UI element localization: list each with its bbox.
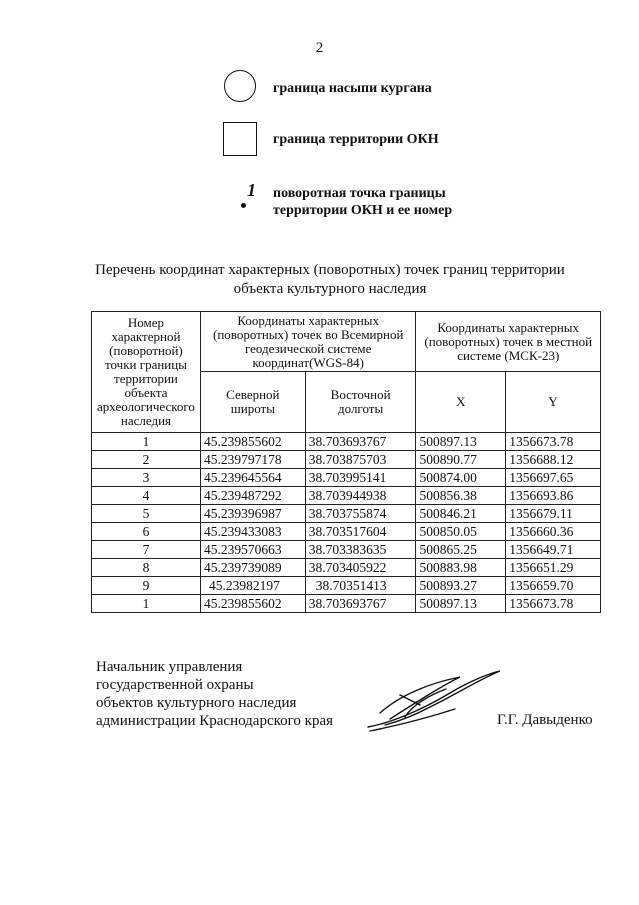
cell-y: 1356673.78 <box>506 595 601 613</box>
table-row <box>92 433 601 451</box>
group-msk-header: Координаты характерных (поворотных) точек в местной системе (МСК-23) <box>416 312 601 372</box>
cell-point: 3 <box>92 469 201 487</box>
coordinates-table <box>91 311 601 613</box>
cell-y: 1356673.78 <box>506 433 601 451</box>
cell-lon: 38.703944938 <box>305 487 416 505</box>
cell-lon: 38.703517604 <box>305 523 416 541</box>
cell-x: 500897.13 <box>416 433 506 451</box>
table-row <box>92 523 601 541</box>
cell-point: 4 <box>92 487 201 505</box>
cell-x: 500890.77 <box>416 451 506 469</box>
cell-y: 1356649.71 <box>506 541 601 559</box>
table-row <box>92 541 601 559</box>
page-number: 2 <box>315 40 324 56</box>
legend-label-point-line1: поворотная точка границы <box>273 186 446 201</box>
table-row <box>92 559 601 577</box>
cell-point: 5 <box>92 505 201 523</box>
col-point-header: Номер характерной (поворотной) точки границы территории объекта археологического наследия <box>92 312 201 433</box>
point-dot-icon <box>241 203 246 208</box>
legend-label-mound: граница насыпи кургана <box>273 81 432 96</box>
signatory-title <box>96 658 333 730</box>
cell-x: 500846.21 <box>416 505 506 523</box>
cell-point: 8 <box>92 559 201 577</box>
cell-x: 500850.05 <box>416 523 506 541</box>
cell-y: 1356679.11 <box>506 505 601 523</box>
square-icon <box>223 122 257 156</box>
cell-point: 2 <box>92 451 201 469</box>
cell-x: 500897.13 <box>416 595 506 613</box>
cell-lat: 45.239570663 <box>200 541 305 559</box>
sub-y-header: Y <box>506 372 601 433</box>
signatory-name: Г.Г. Давыденко <box>497 712 593 728</box>
cell-lat: 45.239739089 <box>200 559 305 577</box>
table-heading <box>60 261 600 299</box>
signatory-title-line3: объектов культурного наследия <box>96 695 297 711</box>
cell-lon: 38.703693767 <box>305 595 416 613</box>
sub-x-header: X <box>416 372 506 433</box>
cell-y: 1356688.12 <box>506 451 601 469</box>
marker-number: 1 <box>247 180 256 200</box>
cell-y: 1356697.65 <box>506 469 601 487</box>
cell-x: 500856.38 <box>416 487 506 505</box>
cell-lon: 38.703995141 <box>305 469 416 487</box>
cell-lon: 38.703755874 <box>305 505 416 523</box>
cell-y: 1356659.70 <box>506 577 601 595</box>
legend-label-point-line2: территории ОКН и ее номер <box>273 203 453 218</box>
cell-x: 500883.98 <box>416 559 506 577</box>
table-row <box>92 577 601 595</box>
table-row <box>92 451 601 469</box>
group-wgs-header: Координаты характерных (поворотных) точек во Всемирной геодезической системе координат(WGS-84) <box>200 312 416 372</box>
cell-lat: 45.239433083 <box>200 523 305 541</box>
sub-lon-header: Восточной долготы <box>305 372 416 433</box>
cell-lat: 45.239797178 <box>200 451 305 469</box>
table-heading-line1: Перечень координат характерных (поворотных) точек границ территории <box>95 262 565 278</box>
cell-y: 1356660.36 <box>506 523 601 541</box>
cell-lon: 38.703693767 <box>305 433 416 451</box>
table-row <box>92 487 601 505</box>
legend-label-territory: граница территории ОКН <box>273 132 439 147</box>
signatory-title-line4: администрации Краснодарского края <box>96 713 334 729</box>
handwritten-signature <box>360 665 505 740</box>
cell-lat: 45.239487292 <box>200 487 305 505</box>
legend-label-point <box>273 185 452 219</box>
cell-point: 7 <box>92 541 201 559</box>
cell-lat: 45.23982197 <box>200 577 305 595</box>
sub-lat-header: Северной широты <box>200 372 305 433</box>
cell-point: 6 <box>92 523 201 541</box>
cell-lat: 45.239855602 <box>200 433 305 451</box>
cell-lon: 38.703383635 <box>305 541 416 559</box>
cell-x: 500874.00 <box>416 469 506 487</box>
circle-icon <box>224 70 256 102</box>
signatory-title-line2: государственной охраны <box>96 677 254 693</box>
cell-lat: 45.239396987 <box>200 505 305 523</box>
cell-point: 9 <box>92 577 201 595</box>
cell-x: 500893.27 <box>416 577 506 595</box>
cell-point: 1 <box>92 595 201 613</box>
cell-y: 1356693.86 <box>506 487 601 505</box>
point-number-icon <box>235 180 265 216</box>
table-heading-line2: объекта культурного наследия <box>233 281 427 297</box>
cell-lon: 38.70351413 <box>305 577 416 595</box>
cell-lat: 45.239855602 <box>200 595 305 613</box>
cell-point: 1 <box>92 433 201 451</box>
cell-lat: 45.239645564 <box>200 469 305 487</box>
cell-lon: 38.703405922 <box>305 559 416 577</box>
table-row <box>92 595 601 613</box>
cell-x: 500865.25 <box>416 541 506 559</box>
signatory-title-line1: Начальник управления <box>96 659 243 675</box>
table-row <box>92 469 601 487</box>
cell-lon: 38.703875703 <box>305 451 416 469</box>
cell-y: 1356651.29 <box>506 559 601 577</box>
table-row <box>92 505 601 523</box>
